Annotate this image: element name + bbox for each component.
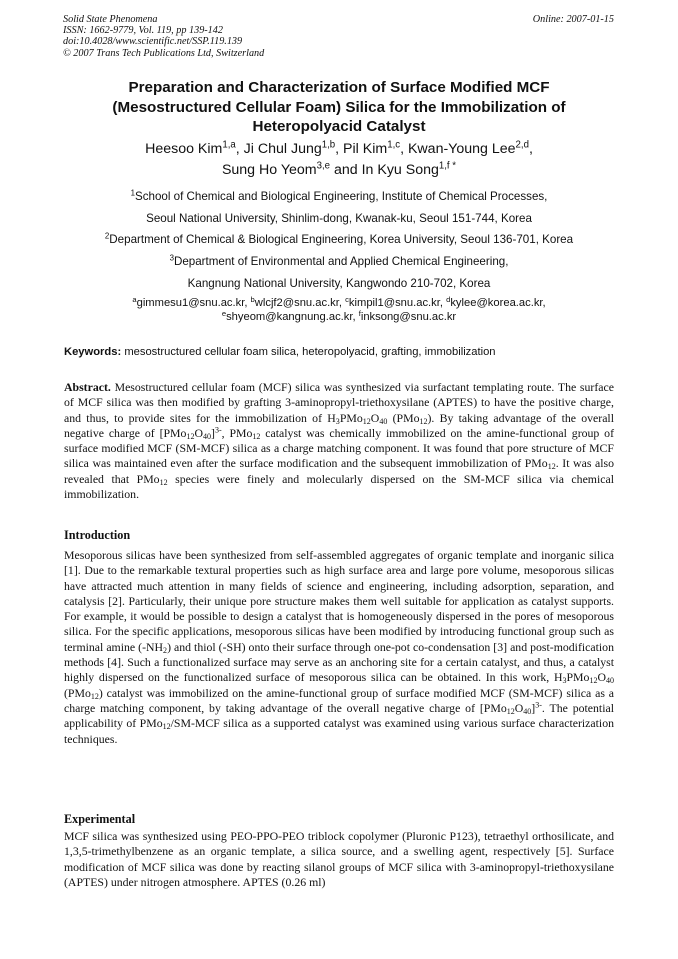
affil-mark: 3 [169, 253, 174, 263]
author-name: Kwan-Young Lee [407, 141, 516, 157]
subscript: 12 [362, 416, 371, 426]
issn-line: ISSN: 1662-9779, Vol. 119, pp 139-142 [63, 25, 223, 37]
body-text: Mesoporous silicas have been synthesized from self-assembled aggregates of organic template and inorganic silica [1]. Due to the remarkable textural properties such as high surface area and large pore volume, mesoporous silicas have attracted much attention in many fields of science and engineering, including adsorption, separation, and catalysis [2]. Particularly, their unique pore structure makes them well suitable for application as catalyst supports. For example, it would be possible to design a catalyst that is homogeneously dispersed in the pores of mesoporous silica. For the specific applications, mesoporous silicas have been modified by introducing functional group such as terminal amine (-NH [64, 548, 614, 654]
body-text: /SM-MCF silica as a supported catalyst was examined using various surface characterization techniques. [64, 716, 614, 746]
email-mark: e [221, 308, 227, 318]
introduction-paragraph [64, 548, 614, 747]
title-line: Heteropolyacid Catalyst [252, 118, 426, 135]
subscript: 12 [506, 706, 515, 716]
abstract-label: Abstract. [64, 380, 111, 394]
subscript: 40 [379, 416, 388, 426]
author-affil-mark: 3,e [316, 160, 330, 172]
subscript: 3 [335, 416, 340, 426]
abstract [64, 380, 614, 502]
author-name: Sung Ho Yeom [221, 162, 317, 178]
author-affil-mark: 1,b [321, 139, 336, 151]
author-conjunction: and [333, 162, 358, 178]
affil-mark: 2 [104, 232, 110, 242]
subscript: 12 [90, 691, 99, 701]
email-address[interactable]: gimmesu1@snu.ac.kr, [136, 297, 248, 309]
subscript: 12 [162, 722, 171, 732]
affiliations [50, 186, 628, 295]
author-name: Pil Kim [343, 141, 388, 157]
body-text: ) and thiol (-SH) onto their surface through one-pot co-condensation [3] and post-modification methods [4]. Such a functionalized surface may serve as an anchoring site for a certain catalyst, and thus, a catalyst highly dispersed on the functionalized surface of mesoporous silica can be obtained. In this work, H [64, 639, 614, 685]
abstract-text: catalyst was chemically immobilized on the amine-functional group of surface modified MCF (SM-MCF) silica as a charge matching component. It was found that pore structure of MCF silica was maintained even after the surface modification and the subsequent immobilization of PMo [64, 425, 615, 471]
keywords [64, 346, 624, 358]
subscript: 12 [159, 477, 168, 487]
author-name: Heesoo Kim [145, 141, 223, 157]
author-affil-mark: 1,f * [438, 160, 457, 172]
abstract-text: Mesostructured cellular foam (MCF) silica was synthesized via surfactant templating route. The surface of MCF silica was then modified by grafting 3-aminopropyl-triethoxysilane (APTES) to have the positive charge, and thus, to provide sites for the immobilization of H [64, 380, 614, 425]
subscript: 12 [589, 676, 598, 686]
title-line: Preparation and Characterization of Surface Modified MCF [128, 79, 550, 96]
affil-mark: 1 [130, 188, 135, 198]
keywords-text: mesostructured cellular foam silica, heteropolyacid, grafting, immobilization [124, 346, 496, 358]
email-mark: b [250, 294, 255, 304]
subscript: 3 [562, 676, 567, 686]
abstract-text: O [194, 425, 203, 440]
email-address[interactable]: kimpil1@snu.ac.kr, [348, 297, 443, 309]
body-text: PMo [566, 670, 590, 685]
abstract-text: PMo [339, 410, 363, 425]
subscript: 40 [523, 706, 532, 716]
email-mark: f [358, 308, 361, 318]
email-address[interactable]: inksong@snu.ac.kr [360, 311, 457, 323]
email-mark: a [132, 294, 137, 304]
subscript: 12 [419, 416, 428, 426]
section-title-experimental: Experimental [64, 812, 136, 826]
copyright-line: © 2007 Trans Tech Publications Ltd, Switzerland [63, 47, 265, 59]
author-name: In Kyu Song [361, 162, 439, 178]
email-address[interactable]: shyeom@kangnung.ac.kr, [226, 311, 356, 323]
body-text: O [514, 700, 524, 715]
body-text: O [597, 670, 606, 685]
body-text: (PMo [64, 685, 91, 700]
superscript: 3- [214, 425, 222, 435]
abstract-text: ). By taking advantage of the overall negative charge of [PMo [64, 410, 614, 440]
body-text: . The potential applicability of PMo [64, 700, 614, 731]
email-mark: c [345, 294, 349, 304]
affiliation-line: School of Chemical and Biological Engineering, Institute of Chemical Processes, [134, 190, 548, 203]
subscript: 40 [605, 676, 614, 686]
subscript: 12 [186, 431, 195, 441]
body-text: ) catalyst was immobilized on the amine-functional group of surface modified MCF (SM-MCF) silica as a charge matching component, by taking advantage of the overall negative charge of [PMo [64, 685, 614, 715]
abstract-text: species were finely and molecularly dispersed on the SM-MCF silica via chemical immobilization. [64, 471, 615, 502]
affiliation-line: Seoul National University, Shinlim-dong, Kwanak-ku, Seoul 151-744, Korea [146, 211, 532, 225]
experimental-paragraph: MCF silica was synthesized using PEO-PPO-PEO triblock copolymer (Pluronic P123), tetraethyl orthosilicate, and 1,3,5-trimethylbenzene as an organic template, a silica source, and a swelling agent, respectively [5]. Surface modification of MCF silica was done by reacting silanol groups of MCF silica with 3-aminopropyl-triethoxysilane (APTES) under nitrogen atmosphere. APTES (0.26 ml) [64, 829, 614, 889]
section-title-introduction: Introduction [64, 528, 131, 542]
title-line: (Mesostructured Cellular Foam) Silica for the Immobilization of [112, 98, 566, 116]
superscript: 3- [535, 700, 542, 710]
subscript: 2 [163, 645, 168, 655]
doi-line: doi:10.4028/www.scientific.net/SSP.119.139 [63, 36, 243, 48]
affiliation-line: Department of Environmental and Applied Chemical Engineering, [173, 255, 509, 269]
journal-header [63, 14, 264, 59]
abstract-text: O [370, 410, 380, 425]
author-list: Heesoo Kim$^{1,a}$, Ji Chul Jung$^{1,b}$, Pil Kim$^{1,c}$, Kwan-Young Lee$^{2,d}$, Sung Ho Yeom$^{3,e}$ and In Kyu Song$^{1,f *}$ [145, 139, 533, 178]
affiliation-line: Department of Chemical & Biological Engineering, Korea University, Seoul 136-701, Korea [109, 233, 574, 247]
abstract-text: , PMo [221, 425, 253, 440]
email-mark: d [446, 294, 451, 304]
online-date: Online: 2007-01-15 [532, 14, 614, 25]
subscript: 40 [203, 431, 212, 441]
journal-name: Solid State Phenomena [63, 14, 158, 25]
author-affil-mark: 1,c [387, 139, 401, 151]
paper-title [64, 78, 614, 137]
affiliation-line: Kangnung National University, Kangwondo 210-702, Korea [187, 276, 491, 290]
subscript: 12 [547, 462, 556, 472]
abstract-text: ] [211, 425, 215, 440]
author-emails [64, 296, 614, 324]
author-name: Ji Chul Jung [243, 141, 322, 157]
email-address[interactable]: wlcjf2@snu.ac.kr, [254, 297, 342, 309]
body-text: ] [531, 700, 536, 715]
email-address[interactable]: kylee@korea.ac.kr, [450, 297, 546, 309]
author-affil-mark: 1,a [222, 139, 236, 151]
abstract-text: (PMo [387, 410, 420, 425]
subscript: 12 [252, 431, 261, 441]
abstract-text: . It was also revealed that PMo [64, 456, 614, 486]
author-affil-mark: 2,d [515, 139, 529, 151]
keywords-label: Keywords: [64, 346, 122, 358]
